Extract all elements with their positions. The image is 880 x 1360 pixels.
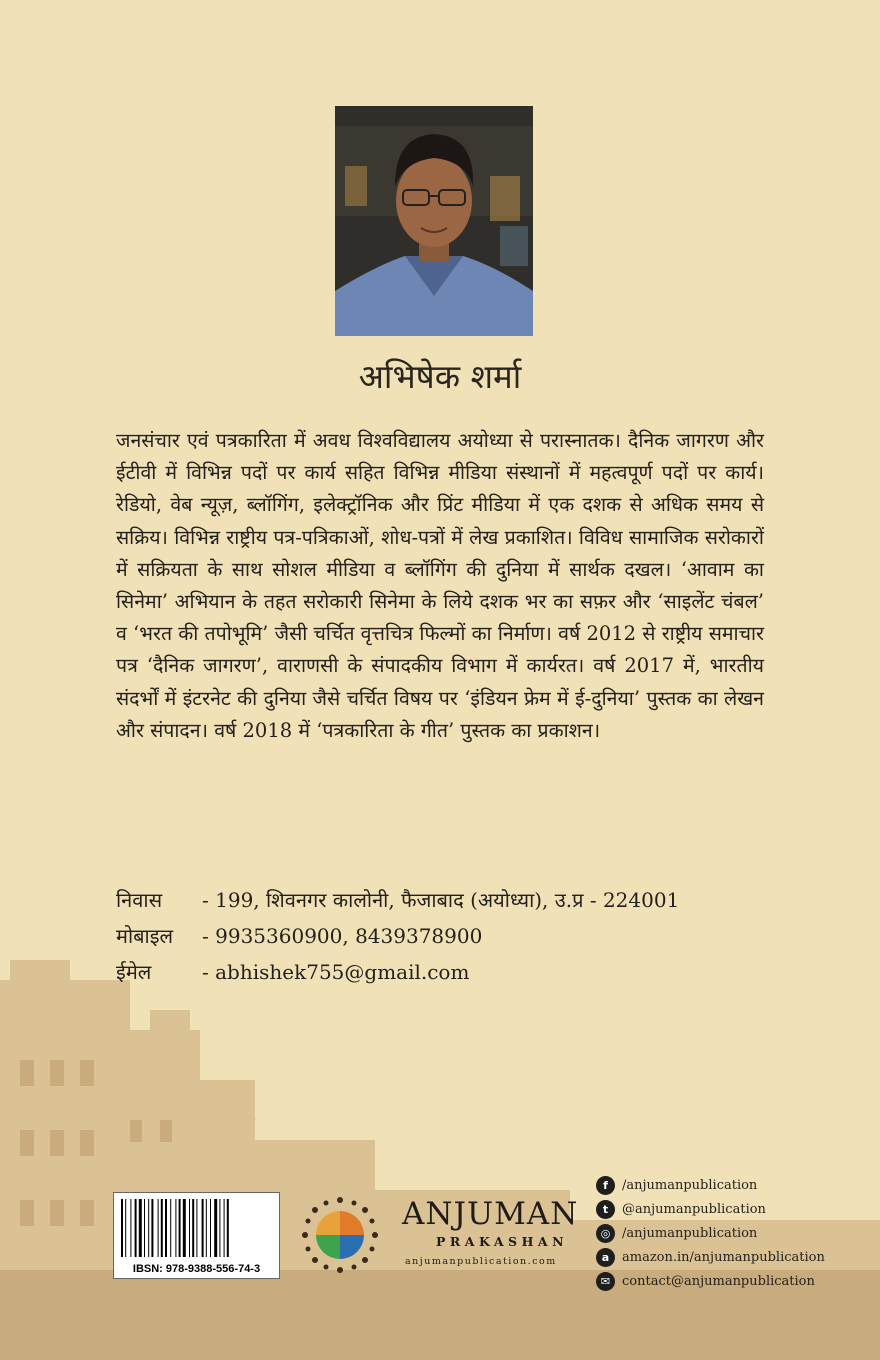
social-twitter-text: @anjumanpublication [622,1201,766,1217]
twitter-icon: t [596,1200,615,1219]
isbn-number: IBSN: 978-9388-556-74-3 [132,1263,261,1275]
mobile-label: मोबाइल [116,924,174,948]
author-photo [335,106,533,336]
social-links [596,1173,825,1293]
email-value: - abhishek755@gmail.com [202,960,470,984]
social-twitter[interactable] [596,1197,825,1221]
social-amazon-text: amazon.in/anjumanpublication [622,1249,825,1265]
social-amazon[interactable] [596,1245,825,1269]
mail-icon: ✉ [596,1272,615,1291]
social-email-text: contact@anjumanpublication [622,1273,815,1289]
social-instagram[interactable] [596,1221,825,1245]
email-label: ईमेल [116,960,152,984]
publisher-logo-icon [299,1194,381,1276]
city-skyline-background [0,940,880,1360]
publisher-subtitle: PRAKASHAN [436,1234,569,1249]
mobile-value: - 9935360900, 8439378900 [202,924,483,948]
author-bio: जनसंचार एवं पत्रकारिता में अवध विश्वविद्यालय अयोध्या से परास्नातक। दैनिक जागरण और ईटीवी में विभिन्न पदों पर कार्य सहित विभिन्न मीडिया संस्थानों में महत्वपूर्ण पदों पर कार्य। रेडियो, वेब न्यूज़, ब्लॉगिंग, इलेक्ट्रॉनिक और प्रिंट मीडिया में एक दशक से अधिक समय से सक्रिय। विभिन्न राष्ट्रीय पत्र-पत्रिकाओं, शोध-पत्रों में लेख प्रकाशित। विविध सामाजिक सरोकारों में सक्रियता के साथ सोशल मीडिया व ब्लॉगिंग की दुनिया में सार्थक दखल। ‘आवाम का सिनेमा’ अभियान के तहत सरोकारी सिनेमा के लिये दशक भर का सफ़र और ‘साइलेंट चंबल’ व ‘भरत की तपोभूमि’ जैसी चर्चित वृत्तचित्र फिल्मों का निर्माण। वर्ष 2012 से राष्ट्रीय समाचार पत्र ‘दैनिक जागरण’, वाराणसी के संपादकीय विभाग में कार्यरत। वर्ष 2017 में, भारतीय संदर्भों में इंटरनेट की दुनिया जैसे चर्चित विषय पर ‘इंडियन फ्रेम में ई-दुनिया’ पुस्तक का लेखन और संपादन। वर्ष 2018 में ‘पत्रकारिता के गीत’ पुस्तक का प्रकाशन। [116,429,764,742]
facebook-icon: f [596,1176,615,1195]
social-instagram-text: /anjumanpublication [622,1225,758,1241]
social-facebook[interactable] [596,1173,825,1197]
email-row [116,954,679,990]
publisher-name: ANJUMAN [402,1196,579,1232]
mobile-row [116,918,679,954]
isbn-barcode [113,1192,280,1279]
instagram-icon: ◎ [596,1224,615,1243]
address-value: - 199, शिवनगर कालोनी, फैजाबाद (अयोध्या), उ.प्र - 224001 [202,888,680,912]
author-name: अभिषेक शर्मा [358,357,522,396]
social-email[interactable] [596,1269,825,1293]
address-row [116,882,679,918]
publisher-website: anjumanpublication.com [405,1256,557,1267]
address-label: निवास [116,888,163,912]
barcode-bars [121,1199,271,1257]
amazon-icon: a [596,1248,615,1267]
social-facebook-text: /anjumanpublication [622,1177,758,1193]
contact-details [116,882,679,990]
